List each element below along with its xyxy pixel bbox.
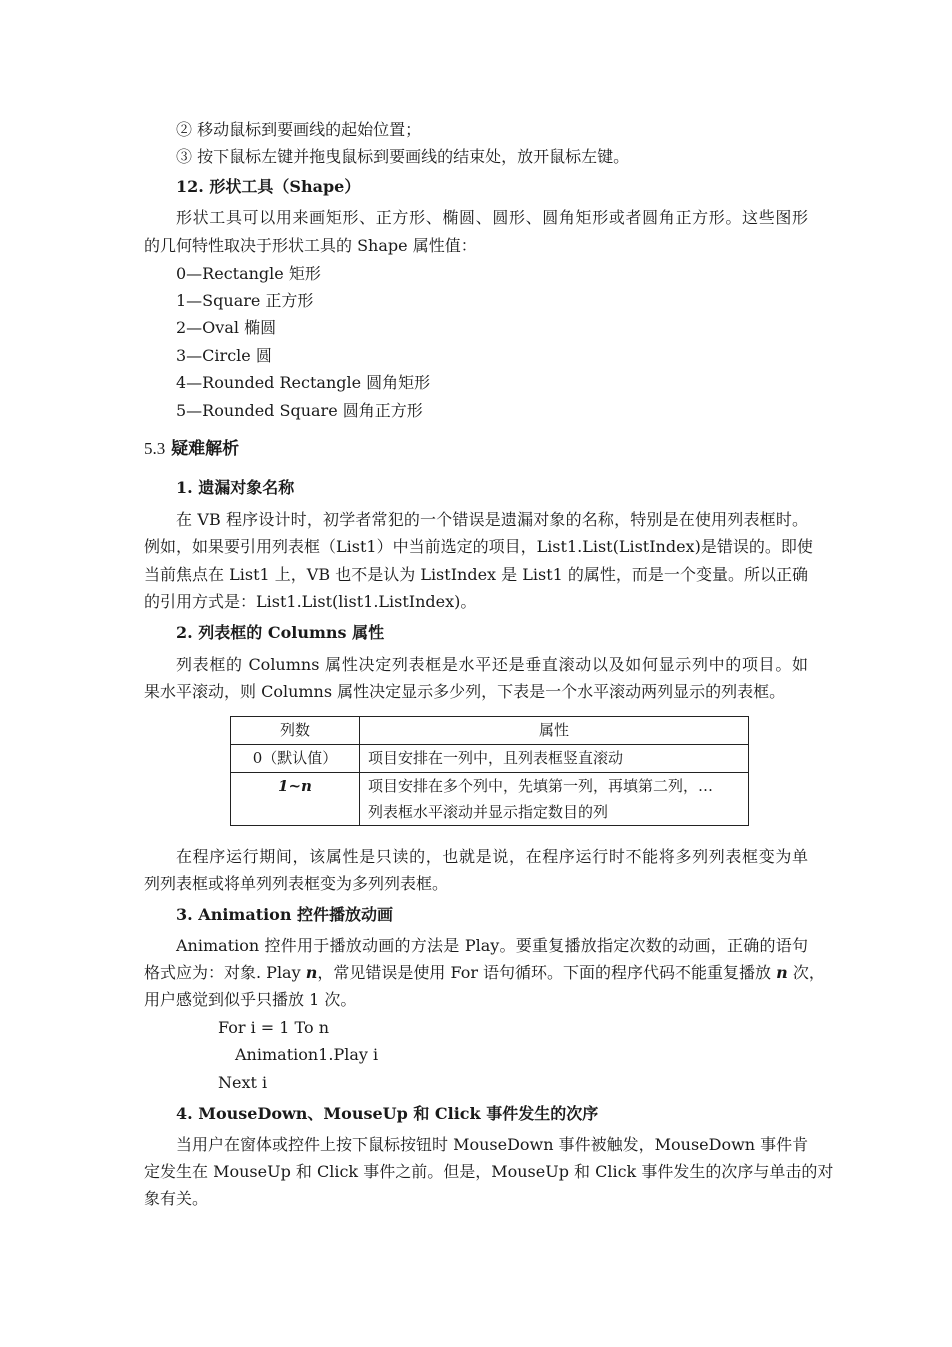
item1-line-1: 在 VB 程序设计时，初学者常犯的一个错误是遗漏对象的名称，特别是在使用列表框时。 <box>176 510 808 529</box>
item3-line-3: 用户感觉到似乎只播放 1 次。 <box>144 990 357 1009</box>
item3-line-2-post: 次， <box>787 963 825 982</box>
item3-heading: 3. Animation 控件播放动画 <box>176 905 394 924</box>
section-heading <box>144 439 239 459</box>
item3-line-2-mid: ，常见错误是使用 For 语句循环。下面的程序代码不能重复播放 <box>317 963 777 982</box>
table-header-row <box>231 717 749 745</box>
shape-value-1: 1—Square 正方形 <box>176 291 314 310</box>
item1-line-3: 当前焦点在 List1 上，VB 也不是认为 ListIndex 是 List1 的属性，而是一个变量。所以正确 <box>144 565 808 584</box>
item4-line-2: 定发生在 MouseUp 和 Click 事件之前。但是，MouseUp 和 Click 事件发生的次序与单击的对 <box>144 1162 834 1181</box>
shape-value-4: 4—Rounded Rectangle 圆角矩形 <box>176 373 431 392</box>
code-line-1: For i = 1 To n <box>218 1018 330 1037</box>
item1-line-4: 的引用方式是：List1.List(list1.ListIndex)。 <box>144 592 477 611</box>
table-cell: 0（默认值） <box>231 745 360 773</box>
item3-line-1: Animation 控件用于播放动画的方法是 Play。要重复播放指定次数的动画，正确的语句 <box>176 936 808 955</box>
step-2: ② 移动鼠标到要画线的起始位置； <box>176 120 422 139</box>
table-row <box>231 773 749 826</box>
item2-after-line-1: 在程序运行期间，该属性是只读的，也就是说，在程序运行时不能将多列列表框变为单 <box>176 847 808 866</box>
table-cell: 项目安排在一列中，且列表框竖直滚动 <box>360 745 749 773</box>
section-number: 5.3 <box>144 439 166 458</box>
shape-value-5: 5—Rounded Square 圆角正方形 <box>176 401 423 420</box>
item4-heading: 4. MouseDown、MouseUp 和 Click 事件发生的次序 <box>176 1104 599 1123</box>
item3-var-n: n <box>305 963 318 982</box>
item1-line-2: 例如，如果要引用列表框（List1）中当前选定的项目，List1.List(ListIndex)是错误的。即使 <box>144 537 813 556</box>
shape-tool-heading: 12. 形状工具（Shape） <box>176 177 361 196</box>
code-line-2: Animation1.Play i <box>235 1045 379 1064</box>
item2-line-1: 列表框的 Columns 属性决定列表框是水平还是垂直滚动以及如何显示列中的项目。如 <box>176 655 808 674</box>
table-cell-text: 1~n <box>278 777 312 795</box>
step-3: ③ 按下鼠标左键并拖曳鼠标到要画线的结束处，放开鼠标左键。 <box>176 147 630 166</box>
section-title: 疑难解析 <box>171 439 240 459</box>
shape-tool-para-line1: 形状工具可以用来画矩形、正方形、椭圆、圆形、圆角矩形或者圆角正方形。这些图形 <box>176 208 808 227</box>
item2-line-2: 果水平滚动，则 Columns 属性决定显示多少列，下表是一个水平滚动两列显示的列表框。 <box>144 682 786 701</box>
table-cell <box>360 773 749 826</box>
item3-var-n-2: n <box>776 963 788 982</box>
code-line-3: Next i <box>218 1073 268 1092</box>
item3-line-2 <box>144 963 825 983</box>
table-header-cell: 列数 <box>231 717 360 745</box>
shape-value-0: 0—Rectangle 矩形 <box>176 264 321 283</box>
item2-after-line-2: 列列表框或将单列列表框变为多列列表框。 <box>144 874 449 893</box>
shape-value-3: 3—Circle 圆 <box>176 346 272 365</box>
shape-tool-para-line2: 的几何特性取决于形状工具的 Shape 属性值： <box>144 236 477 255</box>
table-row <box>231 745 749 773</box>
item3-line-2-pre: 格式应为：对象. Play <box>144 963 306 982</box>
table-cell-line: 项目安排在多个列中，先填第一列，再填第二列，… <box>368 777 714 795</box>
item4-line-1: 当用户在窗体或控件上按下鼠标按钮时 MouseDown 事件被触发，MouseDown 事件肯 <box>176 1135 809 1154</box>
item2-heading: 2. 列表框的 Columns 属性 <box>176 623 385 642</box>
item1-heading: 1. 遗漏对象名称 <box>176 478 295 497</box>
shape-value-2: 2—Oval 椭圆 <box>176 318 277 337</box>
item4-line-3: 象有关。 <box>144 1189 209 1208</box>
table-cell <box>231 773 360 826</box>
columns-table <box>230 716 749 826</box>
table-cell-line: 列表框水平滚动并显示指定数目的列 <box>368 803 609 821</box>
table-header-cell: 属性 <box>360 717 749 745</box>
